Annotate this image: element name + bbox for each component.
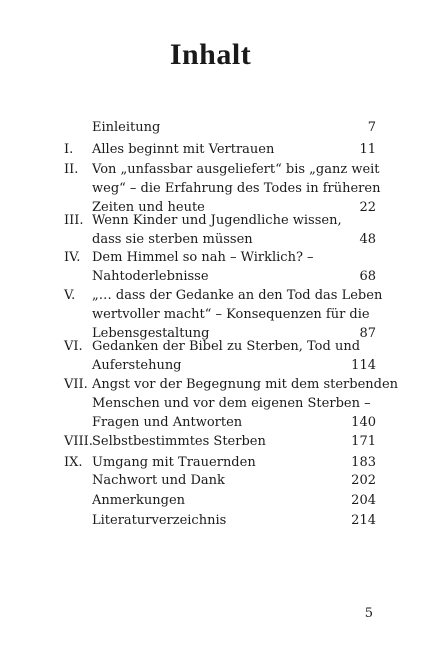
toc-entry-page: 140 [351, 415, 376, 430]
toc-entry-title-line: Fragen und Antworten [92, 415, 243, 430]
toc-entry-title-line: Zeiten und heute [92, 200, 205, 215]
toc-entry-title-line: Von „unfassbar ausgeliefert“ bis „ganz weit [92, 162, 380, 177]
toc-entry [64, 248, 376, 286]
toc-entry-title-line: Einleitung [92, 120, 161, 135]
toc-entry [64, 432, 376, 451]
toc-entry-title-line: dass sie sterben müssen [92, 232, 253, 247]
toc-entry-title-line: Menschen und vor dem eigenen Sterben – [92, 396, 371, 411]
toc-entry-title-line: weg“ – die Erfahrung des Todes in früheren [92, 181, 381, 196]
toc-entry-title [92, 140, 342, 159]
toc-entry-number: III. [64, 213, 84, 228]
toc-entry-page: 68 [359, 269, 376, 284]
toc-entry-page: 7 [367, 120, 376, 135]
toc-entry-title-line: Literaturverzeichnis [92, 513, 227, 528]
toc-entry-title [92, 337, 361, 375]
toc-entry-title [92, 118, 342, 137]
toc-entry-title-line: Angst vor der Begegnung mit dem sterbenden [92, 377, 399, 392]
toc-entry-title [92, 432, 342, 451]
toc-entry-page: 48 [359, 232, 376, 247]
toc-entry-number: VI. [64, 339, 83, 354]
toc-entry-title-line: wertvoller macht“ – Konsequenzen für die [92, 307, 370, 322]
toc-entry-page: 171 [351, 434, 376, 449]
toc-entry-title-line: Anmerkungen [92, 493, 186, 508]
toc-entry-page: 183 [351, 455, 376, 470]
toc-entry-page: 87 [359, 326, 376, 341]
toc-entry-title [92, 491, 342, 510]
toc-entry-title-line: Nachwort und Dank [92, 473, 225, 488]
toc-entry-number: VIII. [64, 434, 93, 449]
toc-entry [64, 160, 381, 217]
toc-entry-title [92, 453, 342, 472]
toc-entry-page: 22 [359, 200, 376, 215]
toc-entry-page: 202 [351, 473, 376, 488]
toc-entry [64, 211, 376, 249]
page-number: 5 [364, 606, 373, 621]
toc-entry-title-line: Selbstbestimmtes Sterben [92, 434, 266, 449]
toc-entry-title-line: Auferstehung [92, 358, 182, 373]
toc-entry [64, 491, 376, 510]
toc-entry-title-line: Alles beginnt mit Vertrauen [92, 142, 275, 157]
toc-entry-number: II. [64, 162, 79, 177]
toc-entry-page: 11 [359, 142, 376, 157]
toc-entry [64, 453, 376, 472]
toc-entry-title-line: „… dass der Gedanke an den Tod das Leben [92, 288, 383, 303]
toc-entry [64, 471, 376, 490]
toc-entry-number: V. [64, 288, 76, 303]
toc-entry-page: 214 [351, 513, 376, 528]
toc-entry-title [92, 471, 342, 490]
toc-entry [64, 286, 383, 343]
toc-entry-number: VII. [64, 377, 88, 392]
toc-entry-page: 204 [351, 493, 376, 508]
toc-entry [64, 511, 376, 530]
toc-entry [64, 375, 399, 432]
toc-entry [64, 118, 376, 137]
toc-entry [64, 337, 376, 375]
toc-entry-title-line: Umgang mit Trauernden [92, 455, 256, 470]
toc-entry-number: IX. [64, 455, 83, 470]
toc-entry [64, 140, 376, 159]
toc-entry-title [92, 248, 342, 286]
toc-entry-title [92, 511, 342, 530]
page-title: Inhalt [169, 38, 252, 71]
toc-entry-title-line: Nahtoderlebnisse [92, 269, 209, 284]
toc-entry-title-line: Lebensgestaltung [92, 326, 210, 341]
toc-entry-number: I. [64, 142, 74, 157]
toc-entry-title-line: Wenn Kinder und Jugendliche wissen, [92, 213, 342, 228]
toc-entry-number: IV. [64, 250, 81, 265]
toc-entry-title-line: Dem Himmel so nah – Wirklich? – [92, 250, 314, 265]
toc-entry-title-line: Gedanken der Bibel zu Sterben, Tod und [92, 339, 361, 354]
toc-entry-title [92, 211, 342, 249]
toc-entry-page: 114 [351, 358, 376, 373]
